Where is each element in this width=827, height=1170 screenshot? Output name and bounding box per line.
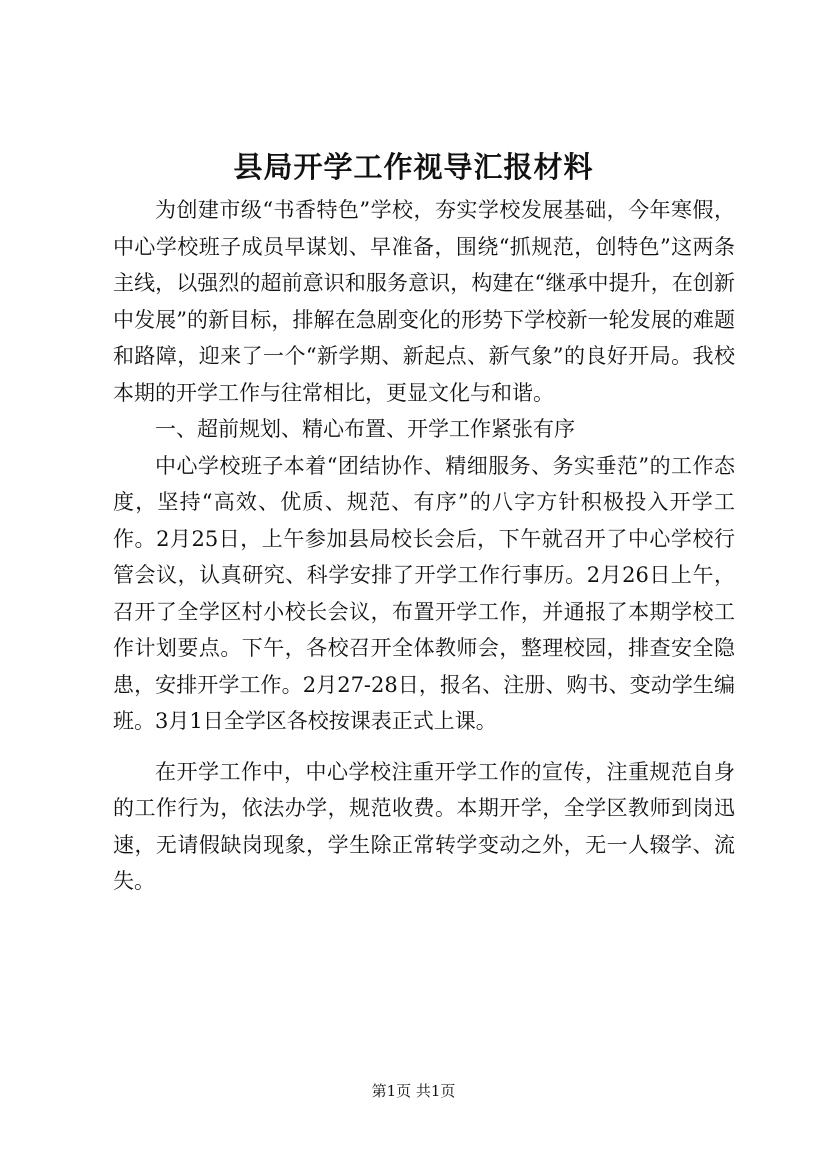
section-heading: 一、超前规划、精心布置、开学工作紧张有序 xyxy=(155,417,575,441)
paragraph-schedule: 中心学校班子本着“团结协作、精细服务、务实垂范”的工作态度，坚持“高效、优质、规范、有序”的八字方针积极投入开学工作。2月25日，上午参加县局校长会后，下午就召开了中心学校行管会议，认真研究、科学安排了开学工作行事历。2月26日上午，召开了全学区村小校长会议，布置开学工作，并通报了本期学校工作计划要点。下午，各校召开全体教师会，整理校园，排查安全隐患，安排开学工作。2月27-28日，报名、注册、购书、变动学生编班。3月1日全学区各校按课表正式上课。 xyxy=(113,453,735,733)
paragraph-intro: 为创建市级“书香特色”学校，夯实学校发展基础，今年寒假，中心学校班子成员早谋划、早准备，围绕“抓规范，创特色”这两条主线，以强烈的超前意识和服务意识，构建在“继承中提升，在创新中发展”的新目标，排解在急剧变化的形势下学校新一轮发展的难题和路障，迎来了一个“新学期、新起点、新气象”的良好开局。我校本期的开学工作与往常相比，更显文化与和谐。 xyxy=(113,198,735,405)
document-title: 县局开学工作视导汇报材料 xyxy=(233,150,594,184)
page-footer: 第1页 共1页 xyxy=(371,1082,456,1100)
paragraph-conduct: 在开学工作中，中心学校注重开学工作的宣传，注重规范自身的工作行为，依法办学，规范收费。本期开学，全学区教师到岗迅速，无请假缺岗现象，学生除正常转学变动之外，无一人辍学、流失。 xyxy=(113,759,735,893)
document-body xyxy=(113,192,735,900)
